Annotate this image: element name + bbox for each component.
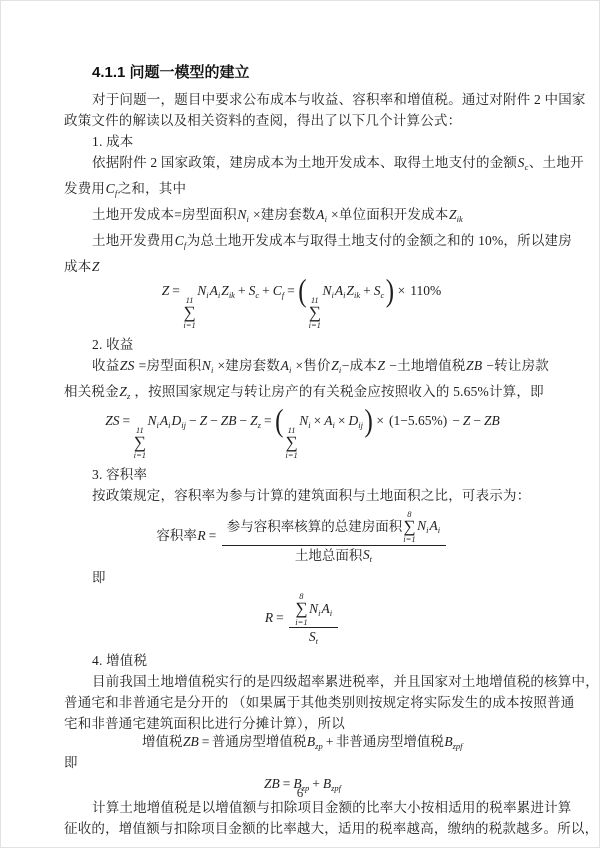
math-variable: R bbox=[264, 610, 274, 626]
parenthesis: ( bbox=[275, 404, 284, 439]
math-variable: $N_i$ bbox=[309, 600, 321, 618]
math-variable: $A_i$ bbox=[429, 518, 441, 536]
parenthesis: ) bbox=[385, 274, 395, 309]
math-subscript: c bbox=[255, 290, 260, 300]
math-subscript: zp bbox=[315, 740, 323, 751]
paragraph-line: 即 bbox=[64, 754, 78, 770]
math-subscript: zpf bbox=[452, 740, 463, 751]
math-subscript: f bbox=[281, 290, 285, 300]
math-operator: = bbox=[201, 733, 210, 749]
math-variable: ZB bbox=[220, 412, 237, 428]
math-variable: $Z_{ik}$ bbox=[221, 283, 235, 300]
math-subscript: t bbox=[315, 636, 318, 647]
math-subscript: ij bbox=[358, 419, 364, 430]
math-operator: − bbox=[210, 412, 218, 428]
math-variable: $N_i$ bbox=[147, 412, 159, 430]
sum-lower-limit: i=1 bbox=[285, 450, 298, 461]
math-operator: + bbox=[312, 775, 320, 791]
math-formula bbox=[64, 735, 541, 751]
math-subscript: i bbox=[318, 607, 321, 618]
math-variable: $D_{ij}$ bbox=[171, 412, 186, 430]
paragraph-line: 按政策规定，容积率为参与计算的建筑面积与土地面积之比，可表示为： bbox=[92, 487, 531, 503]
math-variable: $B_{zpf}$ bbox=[322, 775, 341, 793]
math-variable: $A_i$ bbox=[334, 283, 346, 300]
summation-symbol bbox=[294, 592, 308, 626]
summation-symbol bbox=[133, 426, 147, 460]
paragraph-line: 征收的，增值额与扣除项目金额的比率越大，适用的税率越高，缴纳的税款越多。所以， bbox=[64, 820, 599, 836]
math-variable: $S_c$ bbox=[373, 283, 385, 300]
math-subscript: c bbox=[380, 290, 385, 300]
math-variable: ZB bbox=[466, 357, 483, 373]
sum-lower-limit: i=1 bbox=[295, 616, 308, 627]
math-subscript: t bbox=[369, 553, 372, 564]
math-subscript: i bbox=[437, 525, 441, 536]
fraction-denominator bbox=[295, 546, 373, 564]
text-run: 土地总面积 bbox=[294, 547, 363, 563]
paragraph-line bbox=[64, 355, 549, 381]
sum-upper-limit: 8 bbox=[299, 591, 304, 602]
math-subscript: f bbox=[114, 188, 118, 198]
math-operator: = bbox=[263, 412, 272, 428]
paragraph-line: 2. 收益 bbox=[92, 336, 134, 352]
math-operator: = bbox=[208, 527, 217, 543]
sigma-icon: ∑ bbox=[403, 516, 416, 536]
math-variable: ZS bbox=[119, 357, 135, 373]
math-variable: Z bbox=[199, 412, 208, 428]
math-operator: = bbox=[287, 283, 295, 298]
math-operator: + bbox=[363, 283, 371, 298]
math-variable: $N_i$ bbox=[201, 357, 214, 375]
math-subscript: z bbox=[127, 390, 131, 401]
math-subscript: ij bbox=[181, 419, 186, 430]
paragraph-line: 即 bbox=[92, 570, 106, 586]
math-variable: $C_f$ bbox=[174, 233, 187, 250]
math-variable: ZB bbox=[183, 733, 199, 749]
parenthesis: ) bbox=[364, 404, 373, 439]
text-run: ，按照国家规定与转让房产的有关税金应按照收入的 5.65%计算，即 bbox=[130, 383, 544, 399]
fraction-numerator bbox=[289, 592, 337, 628]
text-run: 参与容积率核算的总建房面积 bbox=[226, 519, 403, 535]
paragraph-line: 宅和非普通宅建筑面积比进行分摊计算），所以 bbox=[64, 715, 345, 731]
paragraph-line bbox=[64, 381, 544, 407]
math-subscript: f bbox=[183, 240, 187, 250]
text-run: 增值税 bbox=[142, 733, 183, 749]
paragraph-line: 目前我国土地增值税实行的是四级超率累进税率，并且国家对土地增值税的核算中， bbox=[92, 673, 599, 689]
math-variable: Z bbox=[91, 259, 100, 274]
sigma-icon: ∑ bbox=[295, 599, 308, 619]
math-subscript: i bbox=[308, 419, 311, 430]
paragraph-line bbox=[64, 204, 541, 230]
math-variable: $B_{zp}$ bbox=[293, 775, 310, 793]
math-operator: + bbox=[325, 733, 334, 749]
math-variable: $A_i$ bbox=[321, 600, 333, 618]
math-operator: − bbox=[473, 412, 481, 428]
math-operator: − bbox=[452, 412, 460, 428]
sum-lower-limit: i=1 bbox=[403, 534, 416, 545]
math-variable: $Z_z$ bbox=[119, 383, 131, 401]
math-formula bbox=[64, 274, 541, 331]
sum-upper-limit: 11 bbox=[135, 424, 144, 435]
text-run: 发费用 bbox=[64, 181, 106, 196]
fraction bbox=[289, 592, 337, 645]
math-variable: $B_{zp}$ bbox=[306, 733, 323, 751]
math-variable: $C_f$ bbox=[272, 283, 285, 300]
math-subscript: zp bbox=[301, 782, 310, 793]
sum-upper-limit: 11 bbox=[185, 295, 194, 305]
math-operator: − bbox=[188, 412, 197, 428]
math-variable: $A_i$ bbox=[280, 357, 292, 375]
math-subscript: i bbox=[217, 290, 221, 300]
sum-lower-limit: i=1 bbox=[183, 320, 196, 331]
math-subscript: ik bbox=[228, 290, 235, 300]
text-run: 、土地开 bbox=[528, 155, 584, 170]
math-variable: $N_i$ bbox=[197, 283, 209, 300]
math-subscript: i bbox=[246, 214, 249, 224]
paragraph-line bbox=[64, 152, 584, 178]
paragraph-line: 4. 增值税 bbox=[92, 652, 148, 668]
text-run: 土地开发成本=房型面积 bbox=[92, 207, 237, 222]
math-subscript: i bbox=[426, 525, 429, 536]
text-run: ×建房套数 bbox=[249, 207, 316, 222]
math-variable: ZB bbox=[264, 775, 280, 791]
math-formula bbox=[64, 404, 541, 461]
math-variable: $N_i$ bbox=[299, 412, 311, 430]
sigma-icon: ∑ bbox=[183, 302, 196, 322]
text-run: 为总土地开发成本与取得土地支付的金额之和的 10%，所以建房 bbox=[186, 233, 572, 248]
math-operator: (1−5.65%) bbox=[388, 412, 448, 428]
math-variable: ZB bbox=[483, 412, 500, 428]
text-run: ×单位面积开发成本 bbox=[327, 207, 449, 222]
sum-upper-limit: 11 bbox=[287, 424, 296, 435]
text-run: 之和，其中 bbox=[117, 181, 187, 196]
text-run: 普通房型增值税 bbox=[211, 733, 307, 749]
sum-lower-limit: i=1 bbox=[133, 450, 146, 461]
math-operator: = bbox=[172, 283, 180, 298]
text-run: 成本 bbox=[64, 259, 92, 274]
math-subscript: i bbox=[324, 214, 327, 224]
paragraph-line bbox=[64, 178, 541, 204]
sigma-icon: ∑ bbox=[285, 432, 298, 452]
math-variable: $B_{zpf}$ bbox=[444, 733, 463, 751]
text-run: −转让房款 bbox=[482, 357, 549, 373]
text-run: 容积率 bbox=[156, 527, 197, 543]
document-content bbox=[64, 61, 599, 839]
text-run: 相关税金 bbox=[64, 383, 119, 399]
math-variable: $Z_{ik}$ bbox=[448, 207, 463, 224]
paragraph-line bbox=[64, 230, 572, 256]
math-subscript: i bbox=[329, 607, 333, 618]
math-variable: $A_i$ bbox=[324, 412, 335, 430]
math-subscript: ik bbox=[456, 214, 463, 224]
sum-upper-limit: 11 bbox=[310, 295, 319, 305]
math-subscript: i bbox=[343, 290, 346, 300]
math-variable: $Z_i$ bbox=[331, 357, 342, 375]
math-variable: Z bbox=[161, 283, 170, 298]
paragraph-line: 政策文件的解读以及相关资料的查阅，得出了以下几个计算公式： bbox=[64, 113, 462, 128]
text-run: −成本 bbox=[341, 357, 378, 373]
math-operator: + bbox=[237, 283, 246, 298]
summation-symbol bbox=[402, 510, 416, 544]
math-variable: $Z_{ik}$ bbox=[346, 283, 361, 300]
math-variable: $N_i$ bbox=[237, 207, 249, 224]
math-subscript: i bbox=[156, 419, 159, 430]
text-run: −土地增值税 bbox=[385, 357, 466, 373]
math-operator: × bbox=[397, 283, 406, 298]
math-subscript: i bbox=[206, 290, 209, 300]
math-operator: − bbox=[239, 412, 248, 428]
fraction-numerator bbox=[222, 510, 446, 546]
math-formula bbox=[64, 510, 541, 563]
math-operator: = bbox=[122, 412, 131, 428]
page-number: 6 bbox=[296, 785, 304, 800]
sigma-icon: ∑ bbox=[133, 432, 146, 452]
paragraph-line: 计算土地增值税是以增值额与扣除项目金额的比率大小按相适用的税率累进计算 bbox=[92, 799, 572, 815]
math-operator: = bbox=[282, 775, 291, 791]
math-variable: $D_{ij}$ bbox=[348, 412, 364, 430]
math-variable: $S_c$ bbox=[248, 283, 260, 300]
math-subscript: i bbox=[332, 419, 335, 430]
math-variable: $A_i$ bbox=[209, 283, 221, 300]
paragraph-line: 3. 容积率 bbox=[92, 466, 148, 482]
math-variable: $S_t$ bbox=[308, 629, 318, 647]
math-variable: Z bbox=[377, 357, 386, 373]
text-run: =房型面积 bbox=[135, 357, 202, 373]
math-operator: = bbox=[276, 610, 284, 626]
math-variable: $Z_z$ bbox=[250, 412, 261, 430]
math-operator: × bbox=[313, 412, 322, 428]
math-subscript: i bbox=[289, 364, 292, 375]
math-variable: Z bbox=[462, 412, 471, 428]
text-run: ×售价 bbox=[291, 357, 331, 373]
math-subscript: i bbox=[331, 290, 334, 300]
text-run: 非普通房型增值税 bbox=[335, 733, 444, 749]
section-heading: 4.1.1 问题一模型的建立 bbox=[92, 64, 250, 81]
math-subscript: c bbox=[524, 162, 529, 172]
math-operator: × bbox=[337, 412, 346, 428]
sum-upper-limit: 8 bbox=[407, 508, 412, 519]
math-variable: $C_f$ bbox=[105, 181, 118, 198]
math-variable: $N_i$ bbox=[322, 283, 334, 300]
math-subscript: i bbox=[168, 419, 171, 430]
math-subscript: i bbox=[211, 364, 214, 375]
math-variable: ZS bbox=[105, 412, 120, 428]
math-operator: + bbox=[262, 283, 270, 298]
paragraph-line: 普通宅和非普通宅是分开的 （如果属于其他类别则按规定将实际发生的成本按照普通 bbox=[64, 694, 575, 710]
math-operator: × bbox=[376, 412, 384, 428]
math-variable: $S_t$ bbox=[362, 546, 372, 564]
text-run: 土地开发费用 bbox=[92, 233, 175, 248]
summation-symbol bbox=[182, 296, 196, 330]
math-subscript: z bbox=[257, 419, 261, 430]
text-run: ×建房套数 bbox=[213, 357, 281, 373]
sigma-icon: ∑ bbox=[308, 302, 321, 322]
text-run: 依据附件 2 国家政策，建房成本为土地开发成本、取得土地支付的金额 bbox=[92, 155, 518, 170]
math-variable: $A_i$ bbox=[316, 207, 327, 224]
summation-symbol bbox=[308, 296, 322, 330]
math-subscript: zpf bbox=[331, 782, 341, 793]
fraction-denominator bbox=[308, 628, 318, 646]
fraction bbox=[222, 510, 446, 563]
math-subscript: ik bbox=[353, 290, 361, 300]
math-subscript: i bbox=[338, 364, 342, 375]
math-variable: $S_c$ bbox=[517, 155, 529, 172]
math-variable: $N_i$ bbox=[417, 518, 429, 536]
math-variable: R bbox=[197, 527, 206, 543]
text-run: 收益 bbox=[92, 357, 120, 373]
paragraph-line: 对于问题一，题目中要求公布成本与收益、容积率和增值税。通过对附件 2 中国家 bbox=[92, 92, 586, 107]
math-formula bbox=[64, 592, 541, 645]
math-variable: $A_i$ bbox=[159, 412, 171, 430]
paragraph-line: 1. 成本 bbox=[92, 134, 134, 149]
parenthesis: ( bbox=[298, 274, 307, 309]
summation-symbol bbox=[284, 426, 298, 460]
math-operator: 110% bbox=[410, 283, 442, 298]
sum-lower-limit: i=1 bbox=[308, 320, 321, 331]
